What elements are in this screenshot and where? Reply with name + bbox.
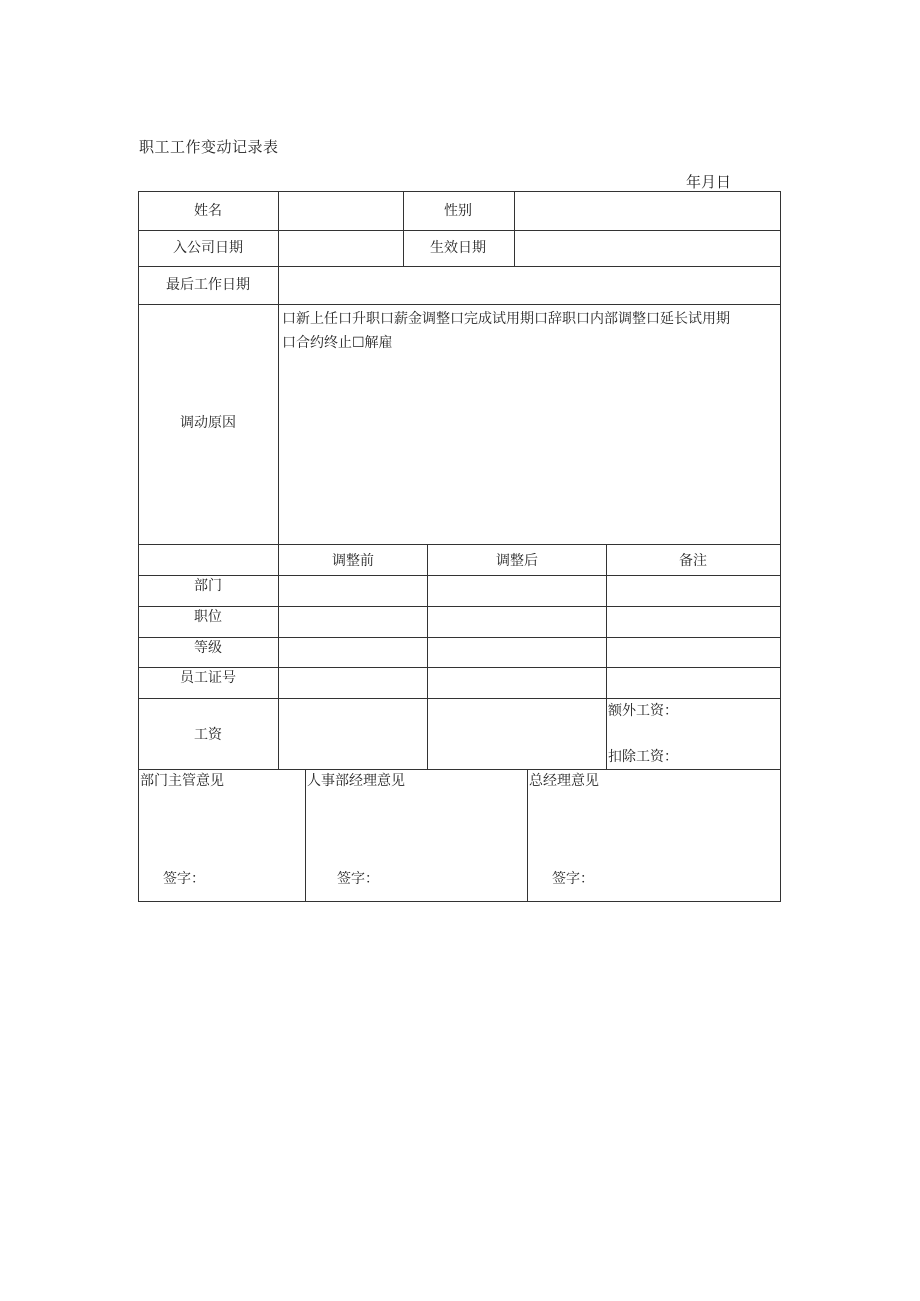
table-border-bottom — [138, 901, 781, 902]
dept-head-opinion-label: 部门主管意见 — [140, 773, 224, 789]
row-divider — [138, 304, 781, 305]
reason-options-line: 口新上任口升职口薪金调整口完成试用期口辞职口内部调整口延长试用期 — [282, 311, 730, 327]
row-divider — [138, 266, 781, 267]
hr-manager-signature-label: 签字： — [337, 871, 379, 887]
row-label-grade: 等级 — [194, 640, 222, 656]
col-divider — [606, 544, 607, 769]
col-divider — [427, 544, 428, 769]
row-divider — [138, 637, 781, 638]
transfer-reason-options — [282, 307, 778, 355]
table-border-top — [138, 191, 781, 192]
col-divider — [305, 769, 306, 902]
transfer-reason-label: 调动原因 — [180, 415, 236, 431]
row-divider — [138, 698, 781, 699]
document-title: 职工工作变动记录表 — [139, 138, 279, 156]
effective-date-label: 生效日期 — [430, 240, 486, 256]
general-manager-opinion-label: 总经理意见 — [529, 773, 599, 789]
col-divider — [278, 191, 279, 769]
reason-options-line: 口合约终止☐解雇 — [282, 335, 393, 351]
last-work-date-label: 最后工作日期 — [166, 277, 250, 293]
join-date-label: 入公司日期 — [173, 240, 243, 256]
date-line: 年月日 — [686, 173, 732, 191]
table-border-left — [138, 191, 139, 902]
column-header-notes: 备注 — [679, 553, 707, 569]
row-divider — [138, 544, 781, 545]
col-divider — [514, 191, 515, 266]
column-header-before: 调整前 — [332, 553, 374, 569]
row-divider — [138, 667, 781, 668]
row-divider — [138, 606, 781, 607]
row-label-employee-id: 员工证号 — [180, 670, 236, 686]
col-divider — [403, 191, 404, 266]
gender-label: 性别 — [444, 203, 472, 219]
row-label-salary: 工资 — [194, 727, 222, 743]
row-divider — [138, 769, 781, 770]
col-divider — [527, 769, 528, 902]
dept-head-signature-label: 签字： — [163, 871, 205, 887]
general-manager-signature-label: 签字： — [552, 871, 594, 887]
table-border-right — [780, 191, 781, 902]
deduct-salary-label: 扣除工资： — [608, 749, 678, 765]
extra-salary-label: 额外工资： — [608, 703, 678, 719]
column-header-after: 调整后 — [496, 553, 538, 569]
name-label: 姓名 — [194, 203, 222, 219]
row-divider — [138, 575, 781, 576]
row-label-department: 部门 — [194, 578, 222, 594]
hr-manager-opinion-label: 人事部经理意见 — [307, 773, 405, 789]
row-label-position: 职位 — [194, 609, 222, 625]
row-divider — [138, 230, 781, 231]
